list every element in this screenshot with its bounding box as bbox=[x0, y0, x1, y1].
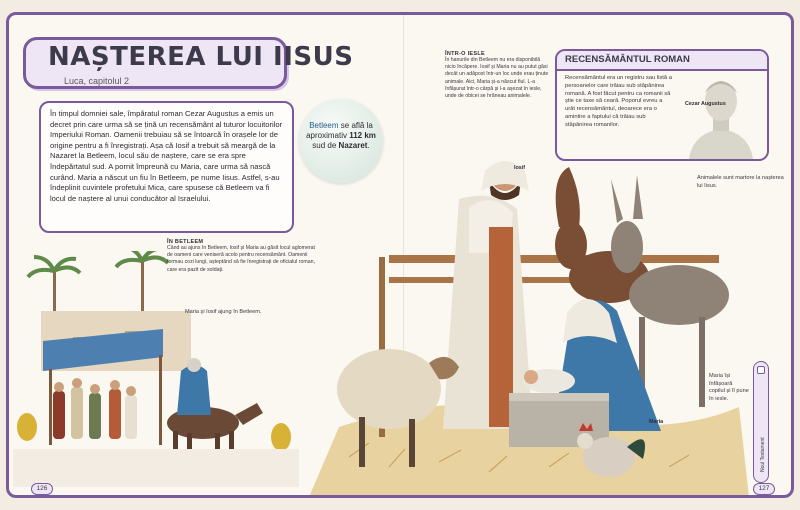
bubble-part4: sud de bbox=[312, 141, 339, 150]
bubble-part6: . bbox=[367, 141, 370, 150]
manger-heading: ÎNTR-O IESLE bbox=[445, 51, 485, 57]
manger-info bbox=[445, 51, 549, 100]
bubble-place: Nazaret bbox=[338, 141, 368, 150]
main-text: În timpul domniei sale, împăratul roman Cezar Augustus a emis un decret prin care urma să se țină un recensământ al tuturor locuitorilor Imperiului Roman. Oamenii trebuiau să se întoarcă în orașele lor de origine pentru a fi înregistrați. Așa că Iosif a trebuit să meargă de la Nazaret la Betleem, locul său de naștere, care se era spre îndepărtatul sud. A pornit împreună cu Maria, care urma să nască curând. Maria a născut un fiu în Betleem, pe nume Iisus. Astfel, s-au îndeplinit cuvintele profetului Mica, care spusese că Betleem va fi locul de naștere al unui conducător al Israelului. bbox=[50, 109, 283, 203]
main-text-box bbox=[39, 101, 294, 233]
side-tab-label: Noul Testament bbox=[760, 437, 766, 472]
bethlehem-info bbox=[167, 239, 317, 274]
label-iosif: Iosif bbox=[514, 165, 526, 171]
bethlehem-heading: ÎN BETLEEM bbox=[167, 239, 204, 245]
manger-text: În hanurile din Betleem nu era disponibilă nicio încăpere. Iosif și Maria nu au putut găsi decât un adăpost într-un loc unde erau ținute animale. Aici, Maria și-a născut fiul. L-a înfășurat într-o cârpă și l-a așezat în iesle, unde de obicei se hrăneau animalele. bbox=[445, 57, 549, 100]
bethlehem-text: Când au ajuns în Betleem, Iosif și Maria au găsit locul aglomerat de oameni care veniseră acolo pentru recensământ. Oamenii formau cozi lungi, așteptând să fie înregistrați de oficialul roman, care era pazit de soldați. bbox=[167, 245, 315, 273]
label-maria: Maria bbox=[649, 419, 664, 425]
bubble-part2: se află la aproximativ bbox=[306, 121, 373, 140]
census-heading: RECENSĂMÂNTUL ROMAN bbox=[557, 51, 767, 71]
bubble-part1: Betleem bbox=[309, 121, 339, 130]
census-text: Recensământul era un registru sau listă a persoanelor care trăiau sub stăpânirea romană. A fost făcut pentru ca romanii să știe ce taxe să ceară. Poporul evreu a urât recensământul, deoarece era o amintire a faptului că trăiau sub stăpânirea romanilor. bbox=[565, 75, 672, 128]
joseph-figure bbox=[443, 161, 533, 429]
book-icon bbox=[757, 366, 765, 374]
page-number-left: 126 bbox=[31, 483, 53, 495]
caption-animals: Animalele sunt martore la nașterea lui Iisus. bbox=[697, 175, 784, 189]
page-title: NAȘTEREA LUI IISUS bbox=[48, 42, 354, 72]
page-number-right: 127 bbox=[753, 483, 775, 495]
book-spread bbox=[6, 12, 794, 498]
nativity-illustration bbox=[309, 127, 749, 497]
bethlehem-illustration bbox=[13, 251, 299, 487]
bust-label: Cezar Augustus bbox=[685, 101, 726, 107]
section-side-tab bbox=[753, 361, 769, 483]
page-subtitle: Luca, capitolul 2 bbox=[64, 76, 130, 86]
caption-swaddle: Maria își înfășoară copilul și îl pune în iesle. bbox=[709, 373, 749, 402]
bubble-distance: 112 km bbox=[349, 131, 376, 140]
caption-arrive: Maria și Iosif ajung în Betleem. bbox=[185, 309, 262, 315]
title-box bbox=[23, 37, 354, 89]
